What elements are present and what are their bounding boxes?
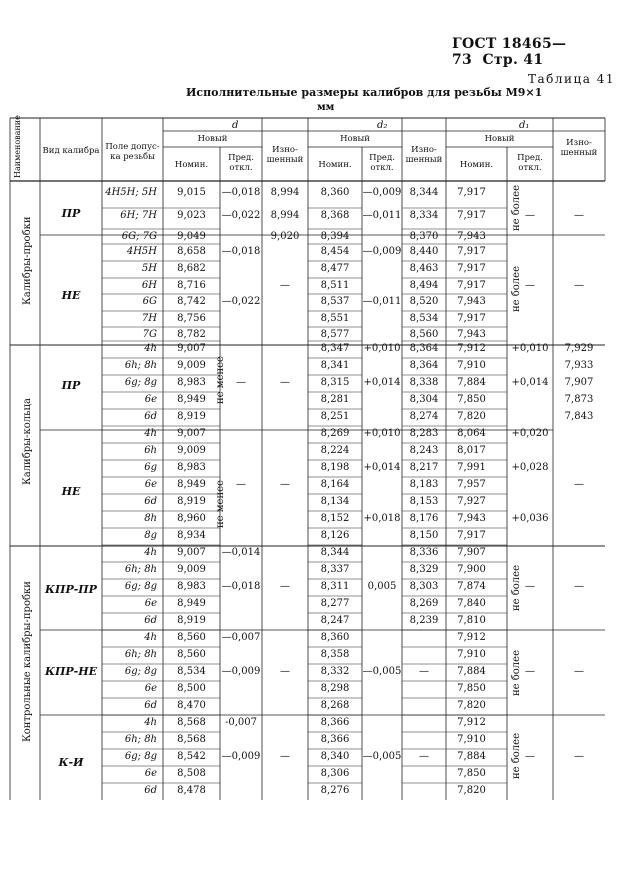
d2-nominal: 8,454 <box>320 246 350 257</box>
field-value: 6d <box>144 615 157 626</box>
d1-worn: 7,907 <box>564 377 594 388</box>
d2-deviation: +0,018 <box>363 513 401 524</box>
d2-worn: 8,217 <box>409 462 439 473</box>
d-nominal: 8,560 <box>177 632 206 643</box>
header-d1: d₁ <box>519 120 530 131</box>
d2-nominal: 8,281 <box>320 394 350 405</box>
d2-deviation: 0,005 <box>367 581 397 592</box>
d1-deviation: — <box>525 581 535 592</box>
d-nominal: 8,568 <box>177 734 206 745</box>
d-deviation: -0,007 <box>224 717 257 728</box>
d1-nominal: 8,064 <box>457 428 486 439</box>
d-nominal: 9,009 <box>177 445 206 456</box>
d2-worn: 8,153 <box>409 496 439 507</box>
d1-nominal: 7,820 <box>457 700 486 711</box>
d1-nominal: 7,957 <box>457 479 486 490</box>
header-dev: Пред. откл. <box>228 153 254 173</box>
d1-nominal: 7,917 <box>457 280 486 291</box>
d2-deviation: —0,005 <box>362 666 402 677</box>
field-value: 6G <box>142 296 157 307</box>
group-label: Калибры-кольца <box>22 398 33 485</box>
field-value: 6e <box>144 683 157 694</box>
d1-nominal: 7,840 <box>457 598 486 609</box>
d2-nominal: 8,224 <box>320 445 350 456</box>
d1-nominal: 7,917 <box>457 530 486 541</box>
header-worn: Изно-шенный <box>405 145 443 165</box>
field-value: 8h <box>144 513 157 524</box>
d1-deviation: — <box>525 210 535 221</box>
d1-deviation: +0,020 <box>511 428 549 439</box>
note-not-more: не более <box>511 185 522 231</box>
d-deviation: —0,018 <box>221 581 261 592</box>
d2-nominal: 8,126 <box>320 530 350 541</box>
d-deviation: —0,014 <box>221 547 261 558</box>
d1-worn: 7,933 <box>564 360 594 371</box>
kind-label: КПР-НЕ <box>44 665 97 678</box>
d2-nominal: 8,366 <box>320 734 350 745</box>
note-not-more: не более <box>511 650 522 696</box>
d2-nominal: 8,477 <box>320 263 350 274</box>
header-d2: d₂ <box>377 120 388 131</box>
d2-nominal: 8,551 <box>320 313 350 324</box>
header-d: d <box>232 120 239 131</box>
d-nominal: 8,470 <box>177 700 206 711</box>
d1-worn: — <box>574 751 584 762</box>
d2-worn: 8,283 <box>409 428 439 439</box>
d2-deviation: —0,009 <box>362 187 402 198</box>
d2-nominal: 8,269 <box>320 428 350 439</box>
d-nominal: 8,716 <box>177 280 206 291</box>
d1-deviation: +0,036 <box>511 513 549 524</box>
header-field: Поле допус-ка резьбы <box>105 142 160 162</box>
d-nominal: 8,983 <box>177 462 206 473</box>
d1-nominal: 7,907 <box>457 547 486 558</box>
d-nominal: 8,919 <box>177 411 206 422</box>
d2-deviation: —0,009 <box>362 246 402 257</box>
d1-deviation: +0,014 <box>511 377 549 388</box>
d1-nominal: 7,820 <box>457 785 486 796</box>
field-value: 7G <box>142 329 157 340</box>
d1-nominal: 7,820 <box>457 411 486 422</box>
d-nominal: 9,009 <box>177 564 206 575</box>
d1-nominal: 7,850 <box>457 768 486 779</box>
field-value: 6h; 8h <box>124 734 157 745</box>
d2-nominal: 8,340 <box>320 751 350 762</box>
d2-nominal: 8,247 <box>320 615 350 626</box>
field-value: 6g; 8g <box>124 751 157 762</box>
d2-worn: 8,338 <box>409 377 439 388</box>
d1-nominal: 7,943 <box>457 329 486 340</box>
d2-worn: — <box>419 751 429 762</box>
header-kind: Вид калибра <box>42 146 100 156</box>
d2-worn: 8,304 <box>409 394 439 405</box>
field-value: 6h; 8h <box>124 649 157 660</box>
d1-nominal: 7,991 <box>457 462 486 473</box>
field-value: 7H <box>141 313 157 324</box>
header-nom: Номин. <box>318 160 352 170</box>
header-nom: Номин. <box>459 160 494 170</box>
d-nominal: 8,983 <box>177 377 206 388</box>
d1-worn: — <box>574 280 584 291</box>
d2-nominal: 8,276 <box>320 785 350 796</box>
d-deviation: — <box>236 377 246 388</box>
note-not-more: не более <box>511 565 522 611</box>
d2-worn: 8,494 <box>409 280 439 291</box>
d-deviation: —0,009 <box>221 751 261 762</box>
d2-worn: 8,269 <box>409 598 439 609</box>
d1-worn: 7,873 <box>564 394 594 405</box>
d1-deviation: +0,010 <box>511 343 549 354</box>
d1-worn: — <box>574 210 584 221</box>
d1-nominal: 7,874 <box>457 581 486 592</box>
field-value: 5H <box>141 263 157 274</box>
d-worn: — <box>280 377 290 388</box>
d2-worn: 8,239 <box>409 615 439 626</box>
d1-worn: — <box>574 479 584 490</box>
field-value: 6h <box>144 445 157 456</box>
units: мм <box>317 102 335 113</box>
d2-deviation: —0,011 <box>362 210 402 221</box>
d-worn: — <box>280 666 290 677</box>
d1-nominal: 7,910 <box>457 649 486 660</box>
d2-nominal: 8,394 <box>320 231 350 242</box>
d-worn: 8,994 <box>270 187 300 198</box>
d2-deviation: +0,010 <box>363 343 401 354</box>
d2-nominal: 8,577 <box>320 329 350 340</box>
d2-nominal: 8,164 <box>320 479 350 490</box>
d-nominal: 8,934 <box>177 530 206 541</box>
d1-nominal: 7,884 <box>457 377 486 388</box>
d-nominal: 8,478 <box>177 785 206 796</box>
header-new: Новый <box>484 134 515 144</box>
d-nominal: 8,568 <box>177 717 206 728</box>
kind-label: НЕ <box>61 485 81 498</box>
d2-deviation: +0,014 <box>363 462 401 473</box>
table-title: Исполнительные размеры калибров для резьбы М9×1 <box>186 86 543 99</box>
field-value: 4h <box>144 428 157 439</box>
d-nominal: 8,500 <box>177 683 206 694</box>
d2-nominal: 8,332 <box>320 666 350 677</box>
d-nominal: 9,049 <box>177 231 206 242</box>
d1-nominal: 7,850 <box>457 394 486 405</box>
field-value: 6H; 7H <box>120 210 157 221</box>
header-nom: Номин. <box>174 160 209 170</box>
header-name: Наименование <box>13 115 22 178</box>
field-value: 4H5H; 5H <box>105 187 157 198</box>
d1-worn: 7,843 <box>564 411 594 422</box>
d-nominal: 8,919 <box>177 496 206 507</box>
d2-nominal: 8,311 <box>320 581 350 592</box>
field-value: 4h <box>144 343 157 354</box>
d-nominal: 9,007 <box>177 428 206 439</box>
d-nominal: 8,960 <box>177 513 206 524</box>
d-nominal: 8,658 <box>177 246 206 257</box>
d1-nominal: 8,017 <box>457 445 486 456</box>
field-value: 6g; 8g <box>124 581 157 592</box>
d-nominal: 8,560 <box>177 649 206 660</box>
d1-worn: 7,929 <box>564 343 594 354</box>
d-deviation: — <box>236 479 246 490</box>
d-nominal: 9,007 <box>177 547 206 558</box>
d1-nominal: 7,900 <box>457 564 486 575</box>
d-deviation: —0,007 <box>221 632 261 643</box>
note-not-more: не более <box>511 266 522 312</box>
d2-worn: — <box>419 666 429 677</box>
field-value: 6d <box>144 785 157 796</box>
field-value: 6G; 7G <box>121 231 157 242</box>
d-nominal: 8,949 <box>177 479 206 490</box>
d-nominal: 9,015 <box>177 187 206 198</box>
group-label: Калибры-пробки <box>22 216 33 305</box>
d1-deviation: — <box>525 666 535 677</box>
d1-nominal: 7,927 <box>457 496 486 507</box>
d2-worn: 8,336 <box>409 547 439 558</box>
d-worn: — <box>280 479 290 490</box>
d-worn: 8,994 <box>270 210 300 221</box>
header-dev: Пред. откл. <box>517 153 543 173</box>
d-nominal: 8,919 <box>177 615 206 626</box>
header-new: Новый <box>340 134 370 144</box>
d-nominal: 8,949 <box>177 598 206 609</box>
d-deviation: —0,022 <box>221 210 261 221</box>
field-value: 6e <box>144 598 157 609</box>
d2-nominal: 8,368 <box>320 210 350 221</box>
d-nominal: 8,742 <box>177 296 206 307</box>
d-nominal: 8,756 <box>177 313 206 324</box>
d1-deviation: +0,028 <box>511 462 549 473</box>
d2-nominal: 8,347 <box>320 343 350 354</box>
note-not-less: не менее <box>215 356 226 404</box>
d-nominal: 9,007 <box>177 343 206 354</box>
d2-worn: 8,274 <box>409 411 439 422</box>
field-value: 4h <box>144 717 157 728</box>
d2-nominal: 8,315 <box>320 377 350 388</box>
d1-nominal: 7,943 <box>457 513 486 524</box>
d-worn: — <box>280 280 290 291</box>
field-value: 6g; 8g <box>124 377 157 388</box>
d1-nominal: 7,912 <box>457 632 486 643</box>
d-deviation: —0,022 <box>221 296 261 307</box>
d1-nominal: 7,810 <box>457 615 486 626</box>
d2-nominal: 8,306 <box>320 768 350 779</box>
d1-nominal: 7,943 <box>457 296 486 307</box>
d2-worn: 8,243 <box>409 445 439 456</box>
d1-nominal: 7,910 <box>457 360 486 371</box>
field-value: 6d <box>144 496 157 507</box>
d2-worn: 8,183 <box>409 479 439 490</box>
d2-worn: 8,364 <box>409 360 439 371</box>
d-worn: 9,020 <box>270 231 300 242</box>
field-value: 6h; 8h <box>124 564 157 575</box>
field-value: 6h; 8h <box>124 360 157 371</box>
kind-label: КПР-ПР <box>45 583 97 596</box>
d1-nominal: 7,912 <box>457 343 486 354</box>
d1-nominal: 7,917 <box>457 246 486 257</box>
field-value: 4h <box>144 632 157 643</box>
field-value: 4h <box>144 547 157 558</box>
d2-worn: 8,334 <box>409 210 439 221</box>
d-deviation: —0,018 <box>221 246 261 257</box>
field-value: 6d <box>144 700 157 711</box>
d1-deviation: — <box>525 280 535 291</box>
d2-nominal: 8,134 <box>320 496 350 507</box>
d2-worn: 8,364 <box>409 343 439 354</box>
d2-nominal: 8,268 <box>320 700 350 711</box>
d-nominal: 8,542 <box>177 751 206 762</box>
d-nominal: 8,983 <box>177 581 206 592</box>
d2-nominal: 8,358 <box>320 649 350 660</box>
d2-deviation: +0,010 <box>363 428 401 439</box>
d2-worn: 8,303 <box>409 581 439 592</box>
d1-deviation: — <box>525 751 535 762</box>
field-value: 6g; 8g <box>124 666 157 677</box>
group-label: Контрольные калибры-пробки <box>22 581 33 742</box>
d-worn: — <box>280 751 290 762</box>
d2-nominal: 8,251 <box>320 411 350 422</box>
d2-worn: 8,176 <box>409 513 439 524</box>
field-value: 8g <box>144 530 157 541</box>
d2-worn: 8,344 <box>409 187 439 198</box>
d1-nominal: 7,884 <box>457 666 486 677</box>
d-deviation: —0,018 <box>221 187 261 198</box>
d2-worn: 8,463 <box>409 263 439 274</box>
d1-nominal: 7,912 <box>457 717 486 728</box>
d1-worn: — <box>574 666 584 677</box>
field-value: 6H <box>141 280 157 291</box>
d2-nominal: 8,152 <box>320 513 350 524</box>
d2-nominal: 8,277 <box>320 598 350 609</box>
table-number: Таблица 41 <box>528 72 615 86</box>
d2-deviation: +0,014 <box>363 377 401 388</box>
header-new: Новый <box>197 134 228 144</box>
page-header: ГОСТ 18465—73 Стр. 41 <box>452 36 567 68</box>
d2-worn: 8,370 <box>409 231 439 242</box>
d-nominal: 8,949 <box>177 394 206 405</box>
header-worn: Изно-шенный <box>266 145 304 165</box>
d2-nominal: 8,537 <box>320 296 350 307</box>
d2-nominal: 8,366 <box>320 717 350 728</box>
header-dev: Пред. откл. <box>369 153 395 173</box>
d2-nominal: 8,337 <box>320 564 350 575</box>
d1-worn: — <box>574 581 584 592</box>
field-value: 6d <box>144 411 157 422</box>
d2-nominal: 8,344 <box>320 547 350 558</box>
field-value: 6g <box>144 462 157 473</box>
field-value: 6e <box>144 768 157 779</box>
kind-label: НЕ <box>61 289 81 302</box>
d1-nominal: 7,850 <box>457 683 486 694</box>
d1-nominal: 7,917 <box>457 210 486 221</box>
kind-label: К-И <box>58 756 84 769</box>
d2-deviation: —0,005 <box>362 751 402 762</box>
d-deviation: —0,009 <box>221 666 261 677</box>
kind-label: ПР <box>61 379 81 392</box>
d2-worn: 8,520 <box>409 296 439 307</box>
d2-nominal: 8,360 <box>320 187 350 198</box>
d2-deviation: —0,011 <box>362 296 402 307</box>
d1-nominal: 7,917 <box>457 187 486 198</box>
d-nominal: 8,782 <box>177 329 206 340</box>
d2-nominal: 8,341 <box>320 360 350 371</box>
d1-nominal: 7,884 <box>457 751 486 762</box>
d-nominal: 8,682 <box>177 263 206 274</box>
d-nominal: 8,508 <box>177 768 206 779</box>
d1-nominal: 7,917 <box>457 313 486 324</box>
kind-label: ПР <box>61 207 81 220</box>
note-not-more: не более <box>511 733 522 779</box>
d2-worn: 8,150 <box>409 530 439 541</box>
d2-worn: 8,560 <box>409 329 439 340</box>
d-nominal: 9,009 <box>177 360 206 371</box>
note-not-less: не менее <box>215 480 226 528</box>
d1-nominal: 7,910 <box>457 734 486 745</box>
d-nominal: 8,534 <box>177 666 206 677</box>
field-value: 6e <box>144 479 157 490</box>
d2-worn: 8,440 <box>409 246 439 257</box>
d1-nominal: 7,943 <box>457 231 486 242</box>
d-nominal: 9,023 <box>177 210 206 221</box>
header-worn: Изно-шенный <box>560 138 598 158</box>
d1-nominal: 7,917 <box>457 263 486 274</box>
d2-nominal: 8,511 <box>320 280 350 291</box>
d2-worn: 8,329 <box>409 564 439 575</box>
d2-worn: 8,534 <box>409 313 439 324</box>
field-value: 6e <box>144 394 157 405</box>
d2-nominal: 8,298 <box>320 683 350 694</box>
field-value: 4H5H <box>126 246 157 257</box>
d2-nominal: 8,198 <box>320 462 350 473</box>
d2-nominal: 8,360 <box>320 632 350 643</box>
d-worn: — <box>280 581 290 592</box>
